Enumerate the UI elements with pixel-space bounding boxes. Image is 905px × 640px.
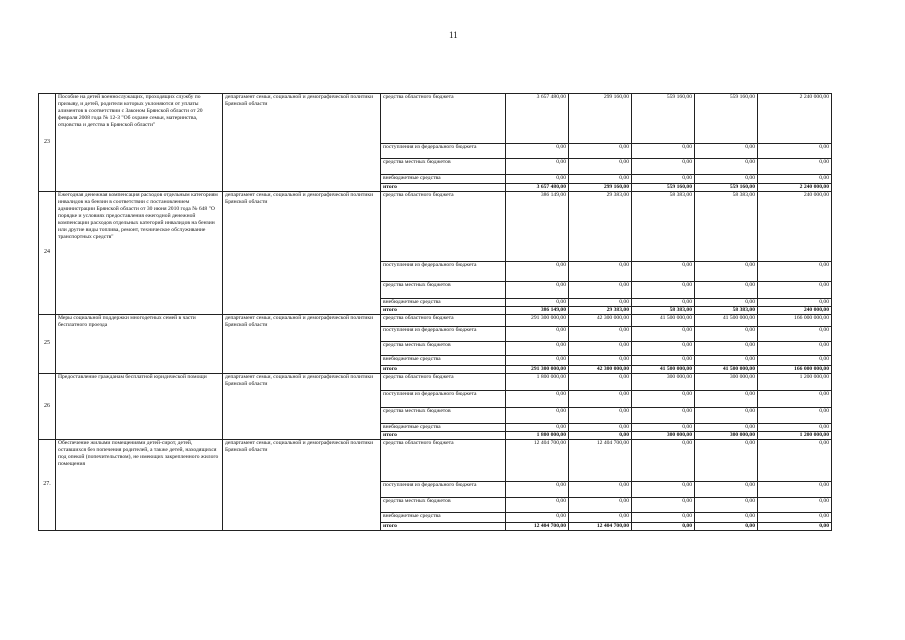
amount-cell: 0,00: [569, 326, 632, 341]
entry-agency: департамент семьи, социальной и демографической политики Брянской области: [223, 314, 381, 373]
amount-cell: 0,00: [758, 159, 832, 175]
amount-cell: 0,00: [758, 298, 832, 306]
table-row: [39, 373, 832, 390]
amount-cell: 58 383,00: [695, 306, 758, 314]
funding-source: внебюджетные средства: [381, 512, 506, 522]
amount-cell: 0,00: [506, 512, 569, 522]
amount-cell: 0,00: [632, 390, 695, 407]
amount-cell: 0,00: [632, 407, 695, 423]
entry-name: Ежегодная денежная компенсация расходов отдельным категориям инвалидов на бензин в соответствии с постановлением администрации Брянской области от 30 июня 2010 года № 648 "О порядке и условиях предоставления ежегодной денежной компенсации расходов отдельных категорий инвалидов на бензин или другие виды топлива, ремонт, техническое обслуживание транспортных средств": [56, 191, 223, 314]
amount-cell: 0,00: [695, 261, 758, 281]
amount-cell: 1 800 000,00: [506, 373, 569, 390]
funding-source: поступления из федерального бюджета: [381, 326, 506, 341]
amount-cell: 0,00: [632, 261, 695, 281]
amount-cell: 0,00: [758, 355, 832, 365]
amount-cell: 0,00: [569, 497, 632, 512]
amount-cell: 2 240 000,00: [758, 94, 832, 144]
amount-cell: 240 000,00: [758, 306, 832, 314]
amount-cell: 0,00: [506, 175, 569, 184]
amount-cell: 0,00: [758, 281, 832, 298]
amount-cell: 300 000,00: [632, 431, 695, 439]
amount-cell: 0,00: [632, 326, 695, 341]
amount-cell: 58 383,00: [632, 191, 695, 261]
amount-cell: 29 383,00: [569, 191, 632, 261]
amount-cell: 559 160,00: [695, 184, 758, 192]
amount-cell: 291 300 000,00: [506, 314, 569, 326]
budget-table: [38, 93, 832, 531]
funding-source: итого: [381, 306, 506, 314]
amount-cell: 0,00: [569, 390, 632, 407]
amount-cell: 42 300 000,00: [569, 365, 632, 373]
entry-name: Предоставление гражданам бесплатной юридической помощи: [56, 373, 223, 439]
amount-cell: 166 000 000,00: [758, 314, 832, 326]
amount-cell: 0,00: [695, 355, 758, 365]
amount-cell: 12 404 700,00: [506, 522, 569, 530]
amount-cell: 0,00: [506, 390, 569, 407]
amount-cell: 300 000,00: [695, 431, 758, 439]
amount-cell: 0,00: [506, 281, 569, 298]
amount-cell: 0,00: [758, 512, 832, 522]
amount-cell: 0,00: [506, 497, 569, 512]
amount-cell: 0,00: [506, 423, 569, 431]
amount-cell: 0,00: [569, 341, 632, 355]
amount-cell: 29 383,00: [569, 306, 632, 314]
amount-cell: 291 300 000,00: [506, 365, 569, 373]
amount-cell: 0,00: [758, 261, 832, 281]
amount-cell: 0,00: [695, 522, 758, 530]
funding-source: средства местных бюджетов: [381, 159, 506, 175]
amount-cell: 0,00: [506, 261, 569, 281]
amount-cell: 0,00: [632, 175, 695, 184]
table-row: [39, 314, 832, 326]
entry-name: Меры социальной поддержки многодетных семей в части бесплатного проезда: [56, 314, 223, 373]
amount-cell: 12 404 700,00: [506, 439, 569, 481]
table-row: [39, 94, 832, 144]
amount-cell: 0,00: [695, 390, 758, 407]
amount-cell: 0,00: [758, 390, 832, 407]
entry-agency: департамент семьи, социальной и демографической политики Брянской области: [223, 439, 381, 530]
amount-cell: 0,00: [695, 439, 758, 481]
amount-cell: 0,00: [506, 481, 569, 497]
amount-cell: 41 500 000,00: [632, 365, 695, 373]
amount-cell: 0,00: [569, 298, 632, 306]
amount-cell: 0,00: [632, 341, 695, 355]
amount-cell: 2 240 000,00: [758, 184, 832, 192]
amount-cell: 166 000 000,00: [758, 365, 832, 373]
amount-cell: 0,00: [569, 407, 632, 423]
amount-cell: 0,00: [506, 298, 569, 306]
amount-cell: 0,00: [569, 144, 632, 159]
amount-cell: 0,00: [758, 326, 832, 341]
funding-source: поступления из федерального бюджета: [381, 144, 506, 159]
entry-number: 23: [39, 94, 56, 192]
amount-cell: 41 500 000,00: [632, 314, 695, 326]
amount-cell: 0,00: [632, 522, 695, 530]
funding-source: средства областного бюджета: [381, 439, 506, 481]
amount-cell: 58 383,00: [695, 191, 758, 261]
amount-cell: 0,00: [758, 423, 832, 431]
funding-source: средства местных бюджетов: [381, 341, 506, 355]
funding-source: внебюджетные средства: [381, 175, 506, 184]
amount-cell: 0,00: [695, 407, 758, 423]
amount-cell: 0,00: [506, 144, 569, 159]
funding-source: итого: [381, 522, 506, 530]
funding-source: средства областного бюджета: [381, 373, 506, 390]
amount-cell: 41 500 000,00: [695, 365, 758, 373]
amount-cell: 0,00: [758, 522, 832, 530]
amount-cell: 0,00: [632, 144, 695, 159]
amount-cell: 0,00: [569, 355, 632, 365]
amount-cell: 0,00: [632, 298, 695, 306]
amount-cell: 0,00: [632, 481, 695, 497]
amount-cell: 299 160,00: [569, 94, 632, 144]
amount-cell: 0,00: [632, 281, 695, 298]
entry-name: Обеспечение жилыми помещениями детей-сирот, детей, оставшихся без попечения родителей, а также детей, находящихся под опекой (попечительством), не имеющих закрепленного жилого помещения: [56, 439, 223, 530]
amount-cell: 0,00: [506, 355, 569, 365]
funding-source: средства областного бюджета: [381, 94, 506, 144]
table-row: [39, 191, 832, 261]
page-number: 11: [449, 30, 458, 40]
amount-cell: 0,00: [569, 481, 632, 497]
amount-cell: 0,00: [569, 281, 632, 298]
amount-cell: 0,00: [632, 497, 695, 512]
amount-cell: 0,00: [569, 159, 632, 175]
amount-cell: 0,00: [758, 481, 832, 497]
amount-cell: 3 657 480,00: [506, 184, 569, 192]
amount-cell: 0,00: [695, 512, 758, 522]
amount-cell: 0,00: [632, 423, 695, 431]
amount-cell: 0,00: [695, 281, 758, 298]
amount-cell: 0,00: [758, 407, 832, 423]
funding-source: итого: [381, 431, 506, 439]
entry-agency: департамент семьи, социальной и демографической политики Брянской области: [223, 373, 381, 439]
funding-source: внебюджетные средства: [381, 423, 506, 431]
amount-cell: 0,00: [695, 423, 758, 431]
amount-cell: 559 160,00: [632, 94, 695, 144]
amount-cell: 299 160,00: [569, 184, 632, 192]
amount-cell: 12 404 700,00: [569, 439, 632, 481]
amount-cell: 0,00: [695, 144, 758, 159]
entry-number: 25: [39, 314, 56, 373]
funding-source: средства местных бюджетов: [381, 497, 506, 512]
amount-cell: 0,00: [695, 298, 758, 306]
amount-cell: 1 200 000,00: [758, 373, 832, 390]
amount-cell: 386 149,00: [506, 191, 569, 261]
amount-cell: 300 000,00: [632, 373, 695, 390]
amount-cell: 0,00: [758, 144, 832, 159]
funding-source: средства местных бюджетов: [381, 281, 506, 298]
amount-cell: 0,00: [695, 497, 758, 512]
funding-source: поступления из федерального бюджета: [381, 261, 506, 281]
entry-name: Пособие на детей военнослужащих, проходящих службу по призыву, и детей, родители которых уклоняются от уплаты алиментов в соответствии с Законом Брянской области от 20 февраля 2008 года № 12-З "Об охране семьи, материнства, отцовства и детства в Брянской области": [56, 94, 223, 192]
funding-source: итого: [381, 184, 506, 192]
amount-cell: 1 800 000,00: [506, 431, 569, 439]
funding-source: внебюджетные средства: [381, 355, 506, 365]
amount-cell: 559 160,00: [632, 184, 695, 192]
amount-cell: 0,00: [758, 497, 832, 512]
amount-cell: 0,00: [569, 431, 632, 439]
amount-cell: 240 000,00: [758, 191, 832, 261]
funding-source: средства областного бюджета: [381, 191, 506, 261]
entry-number: 24: [39, 191, 56, 314]
amount-cell: 0,00: [695, 481, 758, 497]
amount-cell: 0,00: [569, 373, 632, 390]
funding-source: средства местных бюджетов: [381, 407, 506, 423]
amount-cell: 386 149,00: [506, 306, 569, 314]
amount-cell: 42 300 000,00: [569, 314, 632, 326]
amount-cell: 300 000,00: [695, 373, 758, 390]
amount-cell: 0,00: [506, 407, 569, 423]
amount-cell: 0,00: [569, 175, 632, 184]
entry-number: 26: [39, 373, 56, 439]
funding-source: поступления из федерального бюджета: [381, 390, 506, 407]
amount-cell: 3 657 480,00: [506, 94, 569, 144]
amount-cell: 0,00: [632, 512, 695, 522]
amount-cell: 12 404 700,00: [569, 522, 632, 530]
amount-cell: 0,00: [632, 159, 695, 175]
amount-cell: 0,00: [695, 341, 758, 355]
amount-cell: 0,00: [695, 175, 758, 184]
entry-number: 27.: [39, 439, 56, 530]
table-row: [39, 439, 832, 481]
amount-cell: 41 500 000,00: [695, 314, 758, 326]
funding-source: средства областного бюджета: [381, 314, 506, 326]
funding-source: внебюджетные средства: [381, 298, 506, 306]
amount-cell: 0,00: [695, 159, 758, 175]
funding-source: итого: [381, 365, 506, 373]
amount-cell: 0,00: [506, 341, 569, 355]
amount-cell: 0,00: [632, 439, 695, 481]
funding-source: поступления из федерального бюджета: [381, 481, 506, 497]
amount-cell: 0,00: [506, 159, 569, 175]
amount-cell: 1 200 000,00: [758, 431, 832, 439]
amount-cell: 0,00: [758, 341, 832, 355]
entry-agency: департамент семьи, социальной и демографической политики Брянской области: [223, 94, 381, 192]
amount-cell: 58 383,00: [632, 306, 695, 314]
amount-cell: 0,00: [569, 512, 632, 522]
amount-cell: 0,00: [569, 261, 632, 281]
entry-agency: департамент семьи, социальной и демографической политики Брянской области: [223, 191, 381, 314]
amount-cell: 0,00: [758, 439, 832, 481]
amount-cell: 0,00: [758, 175, 832, 184]
amount-cell: 0,00: [569, 423, 632, 431]
amount-cell: 0,00: [695, 326, 758, 341]
amount-cell: 559 160,00: [695, 94, 758, 144]
amount-cell: 0,00: [506, 326, 569, 341]
amount-cell: 0,00: [632, 355, 695, 365]
